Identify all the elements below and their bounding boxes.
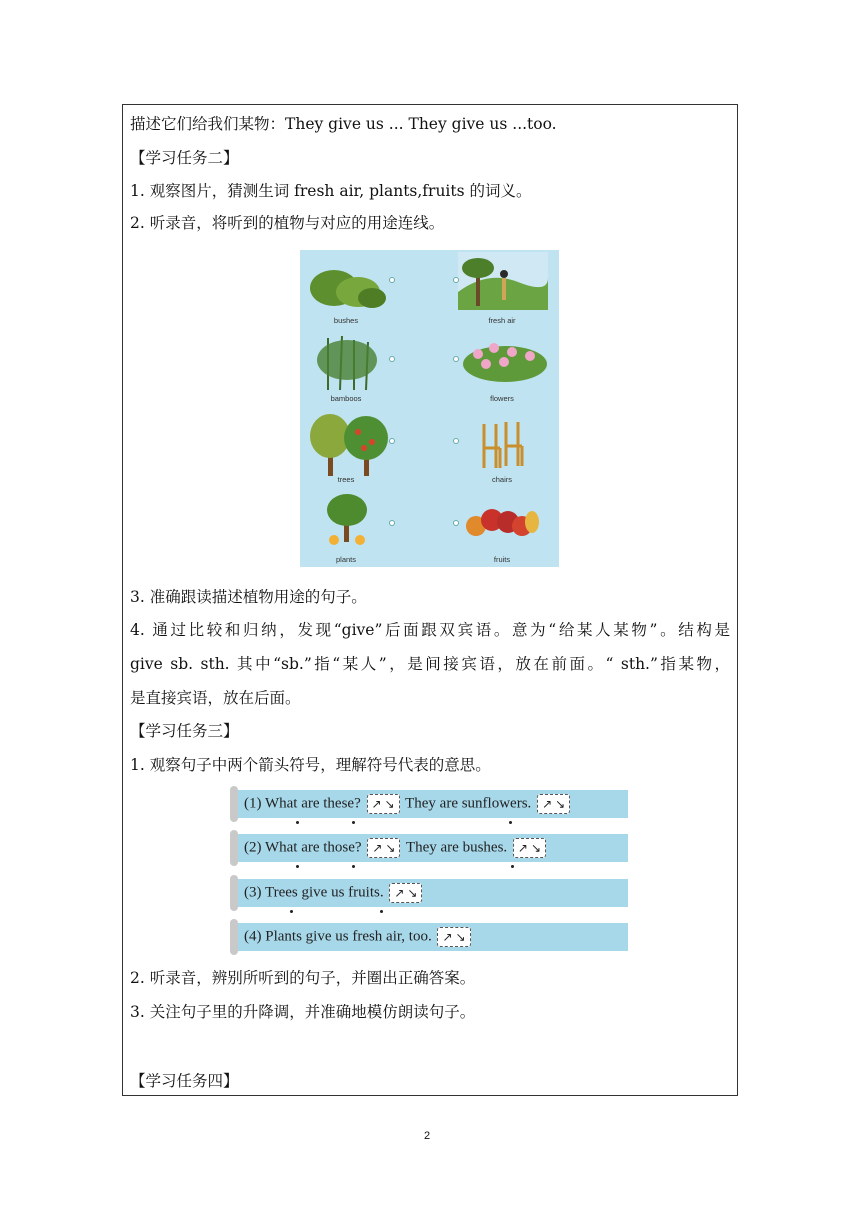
stress-dot	[511, 865, 514, 868]
task2-title: 【学习任务二】	[130, 149, 239, 167]
task2-item3: 3. 准确跟读描述植物用途的句子。	[130, 588, 367, 606]
task2-item4-line3: 是直接宾语，放在后面。	[130, 689, 301, 707]
match-dot[interactable]	[453, 277, 459, 283]
match-dot[interactable]	[389, 520, 395, 526]
bamboos-illustration	[314, 332, 380, 392]
stress-dot	[296, 865, 299, 868]
plants-illustration	[320, 490, 376, 548]
intonation-box[interactable]: ↗ ↘	[537, 794, 570, 814]
stress-dot	[352, 821, 355, 824]
caption-flowers: flowers	[490, 394, 514, 403]
sentence-question: (2) What are those?	[244, 839, 362, 856]
flowers-illustration	[460, 334, 550, 384]
task3-item3: 3. 关注句子里的升降调，并准确地模仿朗读句子。	[130, 1003, 476, 1021]
scroll-curl	[230, 786, 238, 822]
bushes-illustration	[306, 256, 386, 311]
caption-bushes: bushes	[333, 316, 359, 325]
intonation-box[interactable]: ↗ ↘	[367, 838, 400, 858]
stress-dot	[380, 910, 383, 913]
fruits-illustration	[460, 496, 540, 542]
task2-item2: 2. 听录音，将听到的植物与对应的用途连线。	[130, 214, 445, 232]
task2-item4-line2: give sb. sth. 其中“sb.”指“某人”，是间接宾语，放在前面。“ sth.”指某物，	[130, 655, 730, 673]
task3-item2: 2. 听录音，辨别所听到的句子，并圈出正确答案。	[130, 969, 476, 987]
sentence-strip-1	[230, 790, 628, 818]
match-dot[interactable]	[453, 520, 459, 526]
stress-dot	[352, 865, 355, 868]
page-number: 2	[424, 1130, 431, 1142]
intonation-box[interactable]: ↗ ↘	[513, 838, 546, 858]
match-dot[interactable]	[453, 356, 459, 362]
task3-title: 【学习任务三】	[130, 722, 239, 740]
task4-title: 【学习任务四】	[130, 1072, 239, 1090]
caption-trees: trees	[337, 475, 355, 484]
task3-item1: 1. 观察句子中两个箭头符号，理解符号代表的意思。	[130, 756, 491, 774]
sentence-answer: They are bushes.	[405, 839, 508, 856]
trees-illustration	[306, 412, 392, 478]
match-dot[interactable]	[389, 438, 395, 444]
caption-fruits: fruits	[493, 555, 511, 564]
sentence-text: (4) Plants give us fresh air, too.	[244, 928, 432, 945]
match-dot[interactable]	[389, 277, 395, 283]
match-dot[interactable]	[389, 356, 395, 362]
stress-dot	[290, 910, 293, 913]
intonation-box[interactable]: ↗ ↘	[389, 883, 422, 903]
caption-bamboos: bamboos	[330, 394, 362, 403]
task2-item4-line1: 4. 通过比较和归纳，发现“give”后面跟双宾语。意为“给某人某物”。结构是	[130, 621, 730, 639]
intonation-box[interactable]: ↗ ↘	[437, 927, 470, 947]
sentence-strip-3	[230, 879, 628, 907]
sentence-strip-2	[230, 834, 628, 862]
chairs-illustration	[478, 418, 528, 474]
scroll-curl	[230, 830, 238, 866]
caption-chairs: chairs	[491, 475, 512, 484]
caption-fresh-air: fresh air	[488, 316, 516, 325]
stress-dot	[509, 821, 512, 824]
intro-line: 描述它们给我们某物：They give us ... They give us ...too.	[130, 115, 557, 133]
fresh-air-illustration	[458, 252, 548, 310]
sentence-text: (3) Trees give us fruits.	[244, 884, 384, 901]
caption-plants: plants	[335, 555, 356, 564]
scroll-curl	[230, 875, 238, 911]
match-dot[interactable]	[453, 438, 459, 444]
intonation-box[interactable]: ↗ ↘	[367, 794, 400, 814]
stress-dot	[296, 821, 299, 824]
scroll-curl	[230, 919, 238, 955]
sentence-answer: They are sunflowers.	[405, 795, 532, 812]
task2-item1: 1. 观察图片，猜测生词 fresh air, plants,fruits 的词义。	[130, 182, 532, 200]
sentence-question: (1) What are these?	[244, 795, 361, 812]
matching-figure	[300, 250, 559, 567]
sentence-strip-4	[230, 923, 628, 951]
